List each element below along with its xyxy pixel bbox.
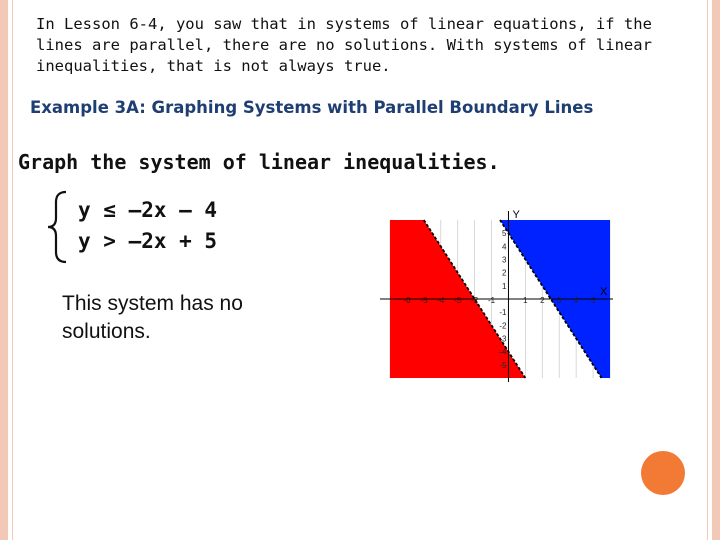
solution-note: This system has no solutions.	[62, 292, 243, 343]
y-tick-label: -1	[499, 308, 507, 318]
task-heading: Graph the system of linear inequalities.	[18, 150, 500, 174]
right-frame-stripe	[712, 0, 720, 540]
y-axis-label: Y	[512, 209, 520, 221]
y-tick-label: -5	[499, 360, 507, 370]
y-tick-label: 1	[502, 281, 507, 291]
inequality-2: y > –2x + 5	[78, 229, 218, 253]
y-tick-label: -3	[499, 334, 507, 344]
x-tick-label: 5	[590, 296, 596, 305]
y-tick-label: 3	[502, 255, 507, 265]
y-tick-label: 4	[502, 242, 507, 252]
y-tick-label: 2	[502, 268, 507, 278]
decorative-orange-circle	[641, 451, 685, 495]
intro-text: In Lesson 6-4, you saw that in systems of linear equations, if the lines are parallel, there are no solutions. With systems of linear inequalities, that is not always true.	[36, 15, 652, 75]
brace-icon	[44, 190, 72, 264]
x-axis-label: X	[600, 286, 608, 298]
y-tick-label: -4	[499, 347, 507, 357]
x-tick-label: -6	[403, 296, 411, 305]
x-tick-label: -3	[454, 296, 462, 305]
inequality-1: y ≤ –2x – 4	[78, 198, 218, 222]
x-tick-label: 1	[523, 296, 528, 305]
x-tick-label: 3	[557, 296, 562, 305]
inequality-graph	[375, 205, 615, 385]
x-tick-label: -4	[437, 296, 445, 305]
example-title: Example 3A: Graphing Systems with Parallel Boundary Lines	[30, 98, 594, 117]
x-tick-label: -1	[487, 296, 496, 305]
x-tick-label: -5	[420, 296, 428, 305]
x-tick-label: -2	[471, 296, 479, 305]
y-tick-label: -2	[499, 321, 507, 331]
y-tick-label: 5	[502, 229, 507, 239]
x-tick-label: 2	[540, 296, 545, 305]
left-frame-stripe	[0, 0, 8, 540]
x-tick-label: 4	[573, 296, 579, 305]
